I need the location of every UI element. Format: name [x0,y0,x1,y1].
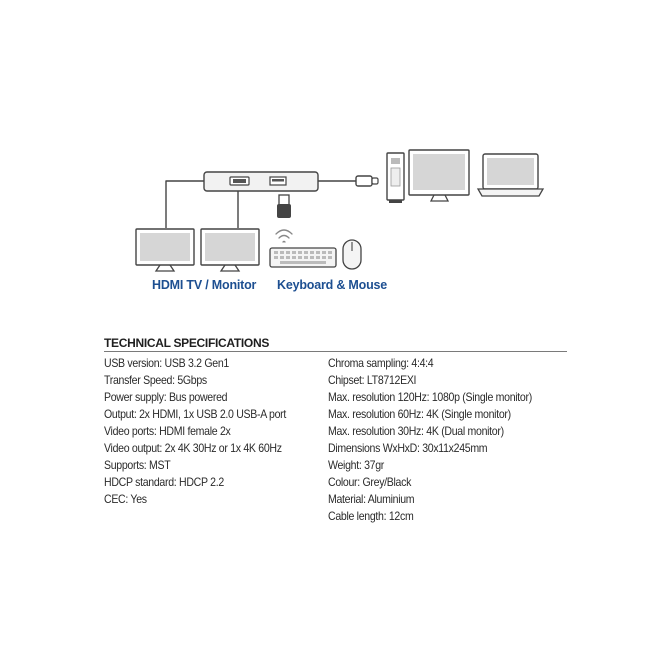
spec-item: Power supply: Bus powered [104,390,228,404]
spec-item: Max. resolution 60Hz: 4K (Single monitor) [328,407,511,421]
spec-item: Cable length: 12cm [328,509,414,523]
usb-dongle-icon [277,195,291,218]
connection-diagram [0,0,670,320]
hdmi-caption: HDMI TV / Monitor [152,278,257,292]
spec-item: Weight: 37gr [328,458,384,472]
spec-item: Video ports: HDMI female 2x [104,424,231,438]
monitor-icon [201,229,259,271]
specs-left-column [104,355,311,508]
mouse-icon [343,240,361,269]
usb-c-plug-icon [356,176,378,186]
spec-item: HDCP standard: HDCP 2.2 [104,475,224,489]
specs-right-column [328,355,560,525]
keyboard-mouse-caption: Keyboard & Mouse [277,278,388,292]
spec-item: CEC: Yes [104,492,147,506]
spec-item: Supports: MST [104,458,171,472]
monitor-icon [136,229,194,271]
spec-item: Transfer Speed: 5Gbps [104,373,207,387]
desktop-pc-icon [387,153,404,203]
hub-icon [204,172,318,191]
spec-item: Max. resolution 30Hz: 4K (Dual monitor) [328,424,504,438]
spec-item: Chipset: LT8712EXI [328,373,417,387]
spec-item: Max. resolution 120Hz: 1080p (Single monitor) [328,390,532,404]
hdmi-cable-1 [166,181,204,228]
spec-item: Dimensions WxHxD: 30x11x245mm [328,441,488,455]
spec-item: Output: 2x HDMI, 1x USB 2.0 USB-A port [104,407,286,421]
specs-title: TECHNICAL SPECIFICATIONS [104,336,270,350]
keyboard-icon [270,248,336,267]
monitor-icon [409,150,469,201]
spec-item: Chroma sampling: 4:4:4 [328,356,434,370]
spec-item: USB version: USB 3.2 Gen1 [104,356,229,370]
spec-item: Material: Aluminium [328,492,415,506]
wireless-signal-icon [276,230,292,242]
spec-item: Colour: Grey/Black [328,475,412,489]
specs-divider [104,351,567,352]
spec-item: Video output: 2x 4K 30Hz or 1x 4K 60Hz [104,441,282,455]
laptop-icon [478,154,543,196]
